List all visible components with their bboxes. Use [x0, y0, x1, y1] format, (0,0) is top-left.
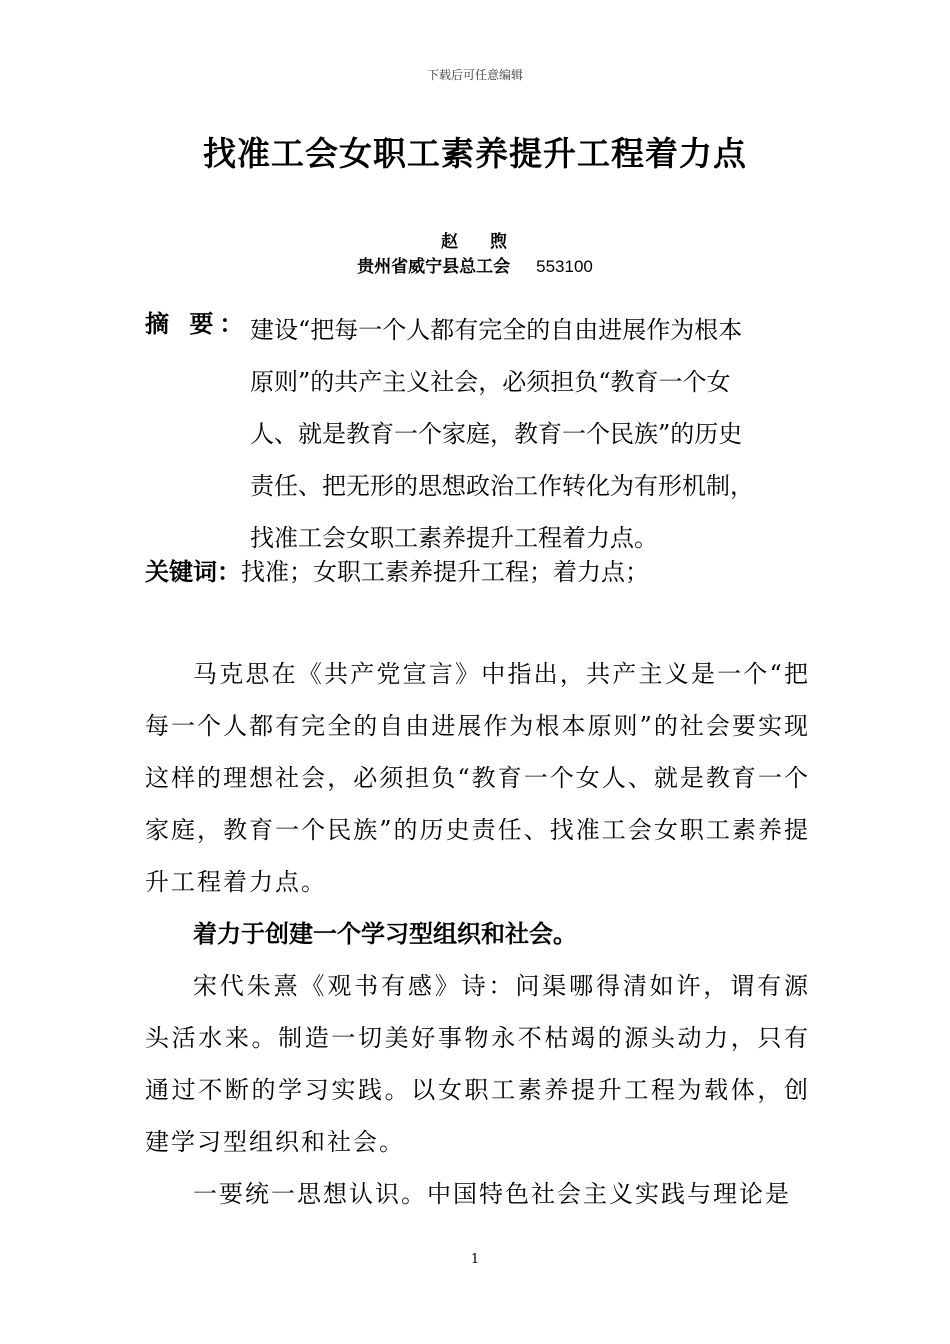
- body-paragraph: 宋代朱熹《观书有感》诗：问渠哪得清如许，谓有源头活水来。制造一切美好事物永不枯竭的源头动力，只有通过不断的学习实践。以女职工素养提升工程为载体，创建学习型组织和社会。: [145, 972, 810, 1156]
- section-heading: 着力于创建一个学习型组织和社会。: [193, 920, 577, 948]
- author-name: [0, 227, 950, 252]
- document-title: 找准工会女职工素养提升工程着力点: [203, 134, 747, 173]
- page-number: 1: [470, 1252, 480, 1267]
- abstract-line: 建设“把每一个人都有完全的自由进展作为根本: [250, 316, 743, 344]
- author-surname: 赵: [441, 232, 460, 252]
- keywords-label: 关键词：: [145, 558, 241, 586]
- body-paragraph: 马克思在《共产党宣言》中指出，共产主义是一个“把每一个人都有完全的自由进展作为根本原则”的社会要实现这样的理想社会，必须担负“教育一个女人、就是教育一个家庭，教育一个民族”的历史责任、找准工会女职工素养提升工程着力点。: [145, 660, 810, 896]
- body-paragraph: 一要统一思想认识。中国特色社会主义实践与理论是: [193, 1180, 791, 1208]
- abstract-text: [250, 304, 810, 564]
- keywords-text: 找准；女职工素养提升工程；着力点；: [241, 558, 649, 586]
- abstract-block: [145, 304, 810, 564]
- body-text: [145, 648, 810, 1220]
- header-note: 下载后可任意编辑: [426, 68, 523, 82]
- abstract-line: 原则”的共产主义社会，必须担负“教育一个女: [250, 368, 731, 396]
- abstract-line: 人、就是教育一个家庭，教育一个民族”的历史: [250, 420, 743, 448]
- affiliation-org: 贵州省威宁县总工会: [357, 257, 511, 277]
- abstract-line: 责任、把无形的思想政治工作转化为有形机制，: [250, 472, 754, 500]
- abstract-line: 找准工会女职工素养提升工程着力点。: [250, 524, 658, 552]
- author-given-name: 煦: [490, 232, 509, 252]
- affiliation-postcode: 553100: [536, 257, 593, 276]
- abstract-label: 摘 要：: [145, 310, 250, 338]
- keywords-block: [145, 552, 810, 592]
- author-affiliation: [0, 252, 950, 277]
